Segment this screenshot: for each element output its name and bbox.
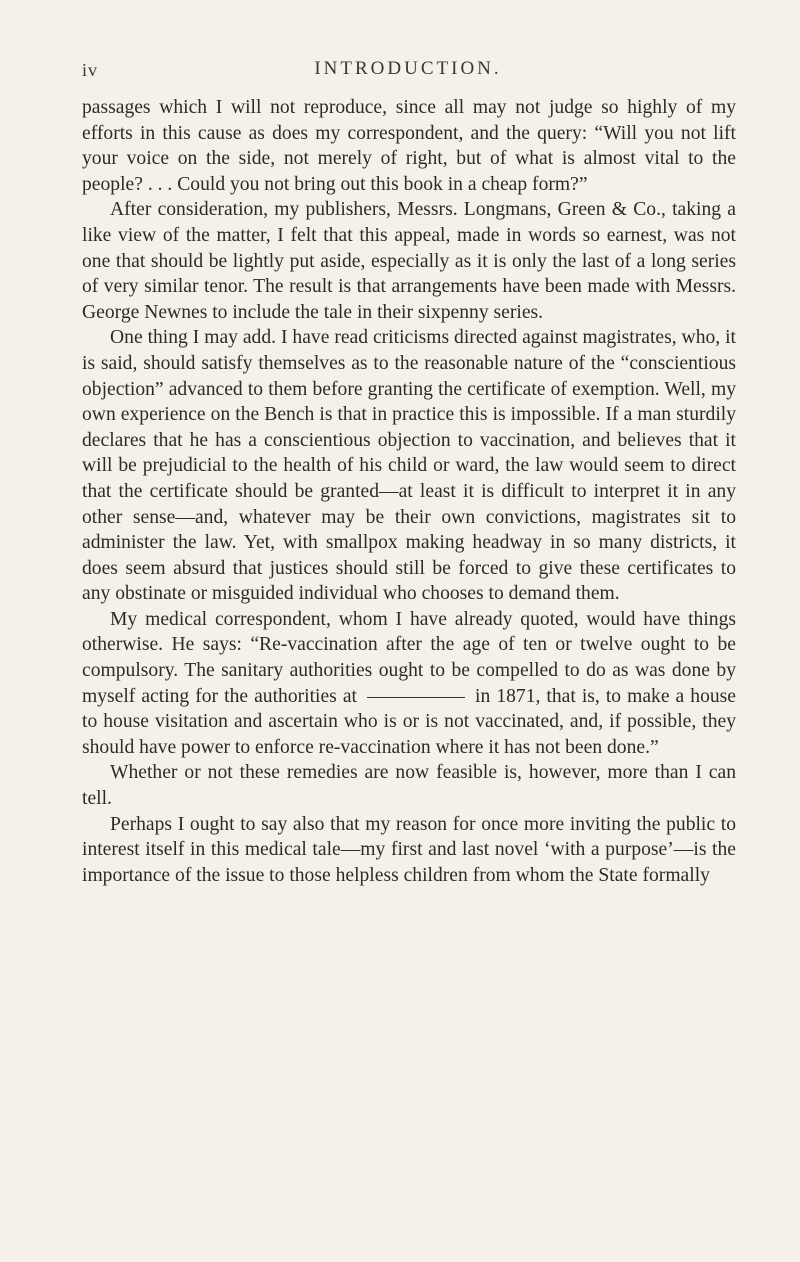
paragraph-5: Whether or not these remedies are now feasible is, however, more than I can tell. — [82, 762, 736, 810]
paragraph-1: passages which I will not reproduce, since all may not judge so highly of my efforts in this cause as does my correspondent, and the query: “Will you not lift your voice on the side, not merely of right, but of what is almost vital to the people? . . . Could you not bring out this book in a cheap form?” — [82, 97, 736, 195]
paragraph-2: After consideration, my publishers, Messrs. Longmans, Green & Co., taking a like view of the matter, I felt that this appeal, made in words so earnest, was not one that should be lightly put aside, especially as it is only the last of a long series of very similar tenor. The result is that arrangements have been made with Messrs. George Newnes to include the tale in their sixpenny series. — [82, 199, 736, 323]
paragraph-3: One thing I may add. I have read criticisms directed against magistrates, who, it is said, should satisfy themselves as to the reasonable nature of the “conscientious objection” advanced to them before granting the certificate of exemption. Well, my own experience on the Bench is that in practice this is impossible. If a man sturdily declares that he has a conscientious objection to vaccination, and believes that it will be prejudicial to the health of his child or ward, the law would seem to direct that the certificate should be granted—at least it is difficult to interpret it in any other sense—and, whatever may be their own convictions, magistrates sit to administer the law. Yet, with smallpox making headway in so many districts, it does seem absurd that justices should still be forced to give these certificates to any obstinate or misguided individual who chooses to demand them. — [82, 327, 736, 605]
running-title: INTRODUCTION. — [314, 58, 502, 79]
body-text — [82, 95, 736, 888]
paragraph-4-part-1: My medical correspondent, whom I have already quoted, would have things otherwise. He says: “Re-vaccination after the age of ten or twelve ought to be compulsory. The sanitary authorities ought to be compelled to do as was done by myself acting for the authorities at — [82, 608, 736, 707]
redacted-place-dash — [367, 697, 465, 698]
paragraph-4-part-2: in 1871, that is, to make a house to house visitation and ascertain who is or is not vaccinated, and, if possible, they should have power to enforce re-vaccination where it has not been done.” — [82, 685, 736, 758]
paragraph-4 — [82, 607, 736, 761]
paragraph-6: Perhaps I ought to say also that my reason for once more inviting the public to interest itself in this medical tale—my first and last novel ‘with a purpose’—is the importance of the issue to those helpless children from whom the State formally — [82, 813, 736, 886]
running-head — [82, 50, 734, 84]
page-number: iv — [82, 60, 99, 80]
